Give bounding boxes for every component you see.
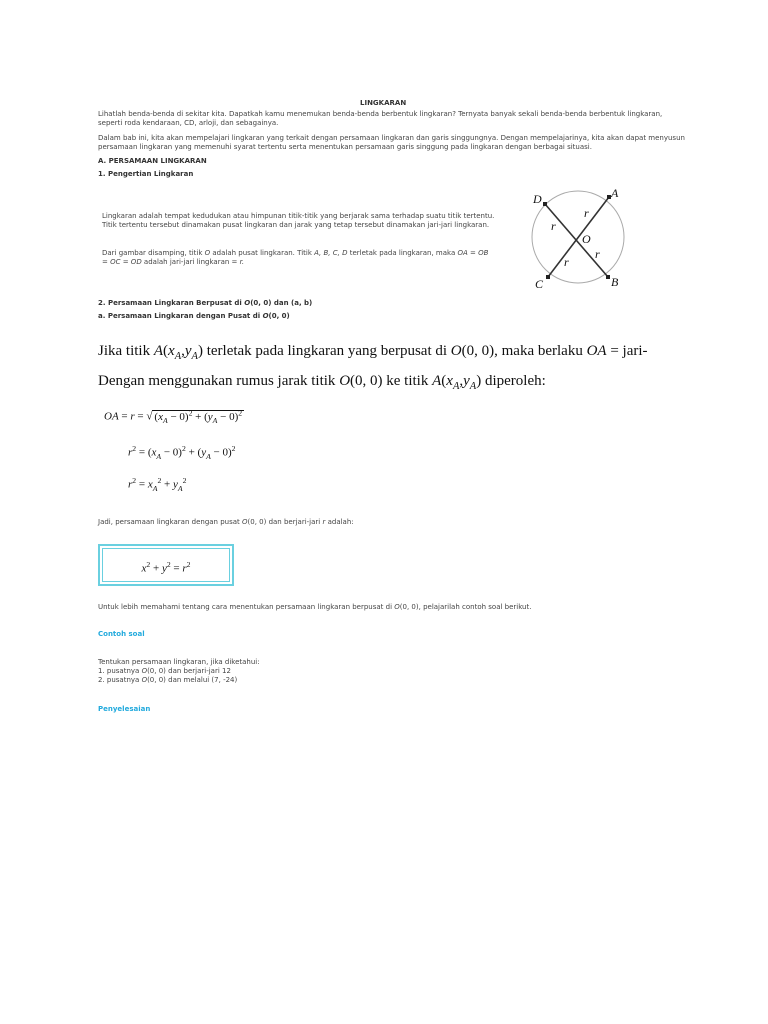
description-line-2: = OC = OD adalah jari-jari lingkaran = r.	[102, 258, 245, 266]
formula-distance: OA = r = √ $(x_A - 0)^2 + (y_A - 0)^2$	[104, 408, 243, 425]
description-line-1: Dari gambar disamping, titik O adalah pusat lingkaran. Titik A, B, C, D terletak pada lingkaran, maka OA = OB	[102, 249, 489, 257]
formula-squared: $r^2 = (x_A - 0)^2 + (y_A - 0)^2$	[128, 444, 236, 461]
subsection-1-heading: 1. Pengertian Lingkaran	[98, 170, 194, 178]
intro-line-3: Dalam bab ini, kita akan mempelajari lingkaran yang terkait dengan persamaan lingkaran dan garis singgungnya. Dengan mempelajarinya, kita akan dapat menyusun	[98, 134, 685, 142]
conclusion-text: Jadi, persamaan lingkaran dengan pusat O(0, 0) dan berjari-jari r adalah:	[98, 518, 354, 526]
label-d: D	[533, 192, 542, 206]
section-a-heading: A. PERSAMAAN LINGKARAN	[98, 157, 207, 165]
label-c: C	[535, 277, 544, 291]
intro-paragraph-1	[98, 110, 698, 128]
intro-paragraph-2	[98, 134, 698, 152]
label-o: O	[582, 232, 591, 246]
equation-line-1: Jika titik $A(x_A,y_A)$ terletak pada lingkaran yang berpusat di O(0, 0), maka berlaku OA = jari-	[98, 343, 648, 362]
label-r-3: r	[595, 247, 600, 261]
label-a: A	[611, 186, 619, 200]
intro-line-1: Lihatlah benda-benda di sekitar kita. Dapatkah kamu menemukan benda-benda berbentuk lingkaran? Ternyata banyak sekali benda-benda berbentuk lingkaran,	[98, 110, 663, 118]
circle-equation: $x^2 + y^2 = r^2$	[102, 548, 230, 582]
circle-equation-box	[98, 544, 234, 586]
subsection-2a-heading: a. Persamaan Lingkaran dengan Pusat di O(0, 0)	[98, 312, 290, 320]
subsection-2-heading: 2. Persamaan Lingkaran Berpusat di O(0, 0) dan (a, b)	[98, 299, 313, 307]
intro-line-2: seperti roda kendaraan, CD, arloji, dan sebagainya.	[98, 119, 279, 127]
task-item-1: 1. pusatnya O(0, 0) dan berjari-jari 12	[98, 667, 231, 675]
example-heading: Contoh soal	[98, 630, 145, 638]
label-r-4: r	[564, 255, 569, 269]
description-paragraph	[102, 249, 492, 267]
intro-line-4: persamaan lingkaran yang memenuhi syarat tertentu serta menentukan persamaan garis singgung pada lingkaran dengan berbagai situasi.	[98, 143, 592, 151]
page-title: LINGKARAN	[360, 99, 407, 107]
definition-line-2: Titik tertentu tersebut dinamakan pusat lingkaran dan jarak yang tetap tersebut dinamakan jari-jari lingkaran.	[102, 221, 490, 229]
label-r-1: r	[584, 206, 589, 220]
definition-line-1: Lingkaran adalah tempat kedudukan atau himpunan titik-titik yang berjarak sama terhadap suatu titik tertentu.	[102, 212, 495, 220]
point-d-marker	[543, 202, 547, 206]
solution-heading: Penyelesaian	[98, 705, 151, 713]
task-list	[98, 658, 260, 685]
label-b: B	[611, 275, 619, 289]
point-c-marker	[546, 275, 550, 279]
understanding-text: Untuk lebih memahami tentang cara menentukan persamaan lingkaran berpusat di O(0, 0), pelajarilah contoh soal berikut.	[98, 603, 532, 611]
task-item-2: 2. pusatnya O(0, 0) dan melalui (7, -24)	[98, 676, 238, 684]
task-intro: Tentukan persamaan lingkaran, jika diketahui:	[98, 658, 260, 666]
label-r-2: r	[551, 219, 556, 233]
formula-simplified: $r^2 = x_A^2 + y_A^2$	[128, 476, 187, 493]
point-b-marker	[606, 275, 610, 279]
diameter-ac	[548, 197, 609, 277]
circle-diagram	[522, 182, 632, 292]
equation-line-2: Dengan menggunakan rumus jarak titik O(0, 0) ke titik $A(x_A,y_A)$ diperoleh:	[98, 373, 546, 392]
definition-paragraph	[102, 212, 502, 230]
